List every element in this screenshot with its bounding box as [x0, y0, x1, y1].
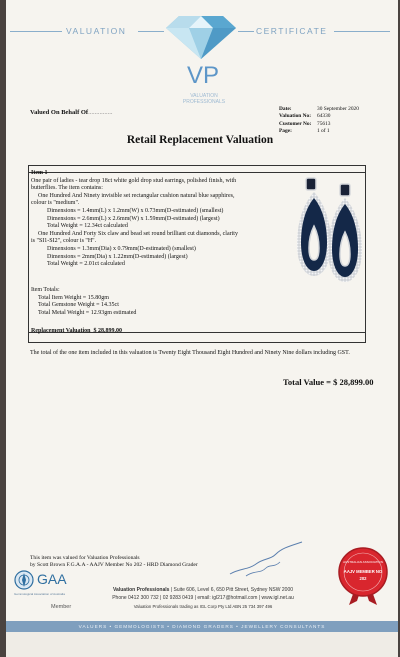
document-title: Retail Replacement Valuation — [126, 134, 274, 146]
earrings-image — [296, 176, 366, 294]
item-line: One pair of ladies - tear drop 18ct white gold drop stud earrings, polished finish, with — [31, 177, 237, 184]
gaa-emblem-icon — [14, 570, 34, 590]
left-earring — [297, 178, 331, 276]
signature-image — [226, 540, 306, 580]
meta-label: Date: — [279, 106, 292, 112]
item-line: Total Weight = 2.01ct calculated — [47, 261, 125, 268]
header-rule-mid-left — [138, 31, 164, 32]
replacement-valuation-value: $ 28,899.00 — [93, 328, 123, 334]
vp-logo-text: VP — [187, 62, 220, 89]
meta-label: Customer No: — [279, 120, 312, 127]
valuer-line-2: by Scott Brown F.G.A.A - AAJV Member No 202 - HRD Diamond Grader — [30, 562, 198, 569]
seal-top-text: AUSTRALIAN ASSOCIATION — [343, 560, 383, 564]
header-rule-left — [10, 31, 62, 32]
item-totals-heading: Item Totals: — [31, 287, 60, 293]
item-heading: Item 1 — [31, 170, 48, 176]
header-left-title: VALUATION — [66, 26, 127, 36]
replacement-valuation — [31, 328, 122, 334]
meta-row-customer-no — [279, 121, 359, 128]
item-total-line: Total Metal Weight = 12.93gm estimated — [38, 309, 137, 316]
item-line: Dimensions = 2mm(Dia) x 1.22mm(D-estimated) (largest) — [47, 253, 188, 260]
replacement-valuation-label: Replacement Valuation — [31, 328, 91, 334]
valued-on-behalf-of — [30, 109, 112, 116]
meta-value: 30 September 2020 — [317, 106, 359, 112]
item-line: butterflies. The item contains: — [31, 185, 103, 192]
diamond-logo-icon — [165, 14, 237, 60]
meta-row-valuation-no — [279, 113, 359, 120]
meta-label: Page: — [279, 127, 292, 134]
item-totals — [31, 287, 136, 317]
meta-label: Valuation No: — [279, 113, 312, 120]
services-band: VALUERS • GEMMOLOGISTS • DIAMOND GRADERS • JEWELLERY CONSULTANTS — [6, 621, 398, 632]
item-total-line: Total Item Weight = 15.80gm — [38, 294, 109, 301]
valuer-statement — [30, 555, 198, 570]
item-line: One Hundred And Forty Six claw and bead set round brilliant cut diamonds, clarity — [38, 230, 238, 237]
item-line: is "SI1-SI2", colour is "H". — [31, 238, 97, 245]
trading-name: Valuation Professionals trading as IGL Corp Pty Ltd ABN 25 734 397 496 — [133, 604, 273, 609]
item-line: Dimensions = 1.3mm(Dia) x 0.79mm(D-estimated) (smallest) — [47, 245, 196, 252]
contact-phone: Phone 0412 300 732 | 02 9283 0419 | email: igl217@hotmail.com | www.igl.net.au — [112, 595, 294, 601]
item-line: Total Weight = 12.34ct calculated — [47, 223, 128, 230]
valuation-summary: The total of the one item included in this valuation is Twenty Eight Thousand Eight Hundred and Ninety Nine dollars including GST. — [30, 350, 350, 356]
meta-row-date — [279, 106, 359, 113]
item-description — [31, 170, 293, 269]
total-value: Total Value = $ 28,899.00 — [283, 377, 374, 387]
vp-logo-subtitle: VALUATION PROFESSIONALS — [182, 93, 226, 105]
contact-name: Valuation Professionals — [113, 587, 170, 593]
item-total-line: Total Gemstone Weight = 14.35ct — [38, 302, 119, 309]
valued-on-behalf-label: Valued On Behalf Of — [30, 109, 89, 116]
seal-mid-text: AAJV MEMBER NO — [343, 569, 383, 574]
header-right-title: CERTIFICATE — [256, 26, 328, 36]
header-rule-mid-right — [238, 31, 254, 32]
contact-address: | Suite 606, Level 6, 650 Pitt Street, Sydney NSW 2000 — [170, 587, 293, 593]
valuation-meta — [279, 106, 359, 135]
gaa-subtitle: Gemmological Association of Australia — [14, 592, 65, 596]
header-rule-right — [334, 31, 390, 32]
item-line: Dimensions = 2.6mm(L) x 2.6mm(W) x 1.59mm(D-estimated) (largest) — [47, 215, 220, 222]
gaa-member-label: Member — [51, 604, 72, 610]
meta-value: 75613 — [317, 120, 331, 127]
item-line: colour is "medium". — [31, 200, 80, 207]
item-line: One Hundred And Ninety invisible set rectangular cushion natural blue sapphires, — [38, 192, 235, 199]
valued-on-behalf-dots: ............... — [88, 109, 113, 116]
meta-value: 1 of 1 — [317, 127, 330, 134]
meta-value: 64330 — [317, 113, 331, 120]
bottom-strip — [6, 632, 398, 657]
seal-number-text: 202 — [359, 576, 367, 581]
gaa-logo-text: GAA — [37, 571, 67, 587]
valuer-line-1: This item was valued for Valuation Professionals — [30, 555, 140, 561]
right-earring — [328, 184, 362, 282]
contact-details — [84, 586, 322, 602]
item-line: Dimensions = 1.4mm(L) x 1.2mm(W) x 0.73mm(D-estimated) (smallest) — [47, 207, 224, 214]
aajv-seal-icon — [337, 546, 389, 606]
